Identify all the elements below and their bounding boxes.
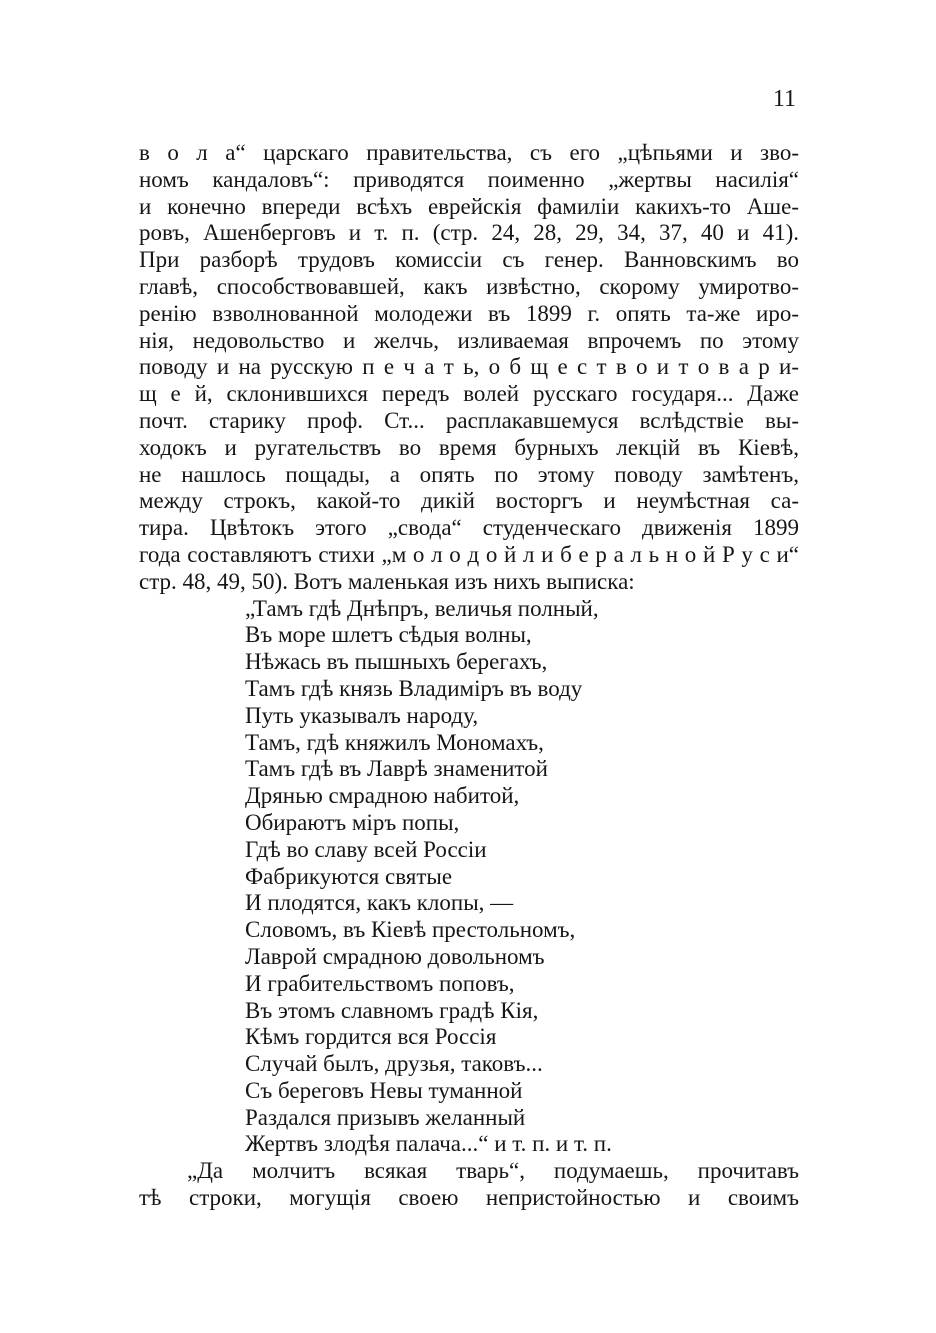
text-line: ровъ, Ашенберговъ и т. п. (стр. 24, 28, 29, 34, 37, 40 и 41). [139, 220, 799, 246]
verse-line: Гдѣ во славу всей Россіи [245, 836, 487, 862]
page-text [139, 140, 799, 1212]
verse-line: Въ этомъ славномъ градѣ Кія, [245, 997, 539, 1023]
verse-line: „Тамъ гдѣ Днѣпръ, величья полный, [245, 595, 599, 621]
text-line: в о л а“ царскаго правительства, съ его „цѣпьями и зво- [139, 140, 799, 165]
text-line: тира. Цвѣтокъ этого „свода“ студенческаго движенія 1899 [139, 515, 799, 541]
text-line: номъ кандаловъ“: приводятся поименно „жертвы насилія“ [139, 166, 799, 192]
verse-line: Дрянью смрадною набитой, [245, 783, 520, 809]
verse-line: Тамъ гдѣ въ Лаврѣ знаменитой [245, 756, 548, 782]
page-number: 11 [772, 86, 796, 112]
verse-line: И грабительствомъ поповъ, [245, 970, 515, 996]
verse-line: Кѣмъ гордится вся Россія [245, 1024, 497, 1050]
text-line: и конечно впереди всѣхъ еврейскія фамиліи какихъ-то Аше- [139, 193, 799, 219]
verse-line: Обираютъ міръ попы, [245, 809, 460, 835]
text-line: не нашлось пощады, а опять по этому поводу замѣтенъ, [139, 461, 799, 487]
text-line: При разборѣ трудовъ комиссіи съ генер. Ванновскимъ во [139, 247, 799, 273]
text-line: почт. старику проф. Ст... расплакавшемуся вслѣдствіе вы- [139, 407, 799, 433]
verse-line: Случай былъ, друзья, таковъ... [245, 1051, 543, 1077]
text-line: „Да молчитъ всякая тварь“, подумаешь, прочитавъ [187, 1158, 799, 1184]
text-line: между строкъ, какой-то дикій восторгъ и неумѣстная са- [139, 488, 799, 514]
verse-line: Тамъ, гдѣ княжилъ Мономахъ, [245, 729, 544, 755]
verse-line: Въ море шлетъ сѣдыя волны, [245, 622, 532, 648]
verse-line: Съ береговъ Невы туманной [245, 1077, 523, 1103]
verse-line: И плодятся, какъ клопы, — [245, 890, 514, 916]
verse-line: Путь указывалъ народу, [245, 702, 479, 728]
text-line: ходокъ и ругательствъ во время бурныхъ лекцій въ Кіевѣ, [139, 434, 799, 460]
verse-line: Нѣжась въ пышныхъ берегахъ, [245, 649, 548, 675]
verse-line: Тамъ гдѣ князь Владиміръ въ воду [245, 675, 583, 701]
text-line: стр. 48, 49, 50). Вотъ маленькая изъ нихъ выписка: [139, 568, 635, 594]
verse-line: Словомъ, въ Кіевѣ престольномъ, [245, 917, 576, 943]
verse-line: Лаврой смрадною довольномъ [245, 943, 545, 969]
text-line: поводу и на русскую п е ч а т ь, о б щ е с т в о и т о в а р и- [139, 354, 799, 380]
verse-line: Жертвъ злодѣя палача...“ и т. п. и т. п. [245, 1131, 612, 1157]
text-line: щ е й, склонившихся передъ волей русскаго государя... Даже [139, 381, 799, 407]
text-line: главѣ, способствовавшей, какъ извѣстно, скорому умиротво- [139, 273, 799, 299]
verse-line: Раздался призывъ желанный [245, 1104, 526, 1130]
text-line: тѣ строки, могущія своею непристойностью и своимъ [139, 1185, 799, 1211]
text-line: года составляютъ стихи „м о л о д о й л и б е р а л ь н о й Р у с и“ [139, 541, 799, 567]
verse-line: Фабрикуются святые [245, 863, 453, 889]
text-line: ренію взволнованной молодежи въ 1899 г. опять та-же иро- [139, 300, 799, 326]
text-line: нія, недовольство и желчь, изливаемая впрочемъ по этому [139, 327, 799, 353]
